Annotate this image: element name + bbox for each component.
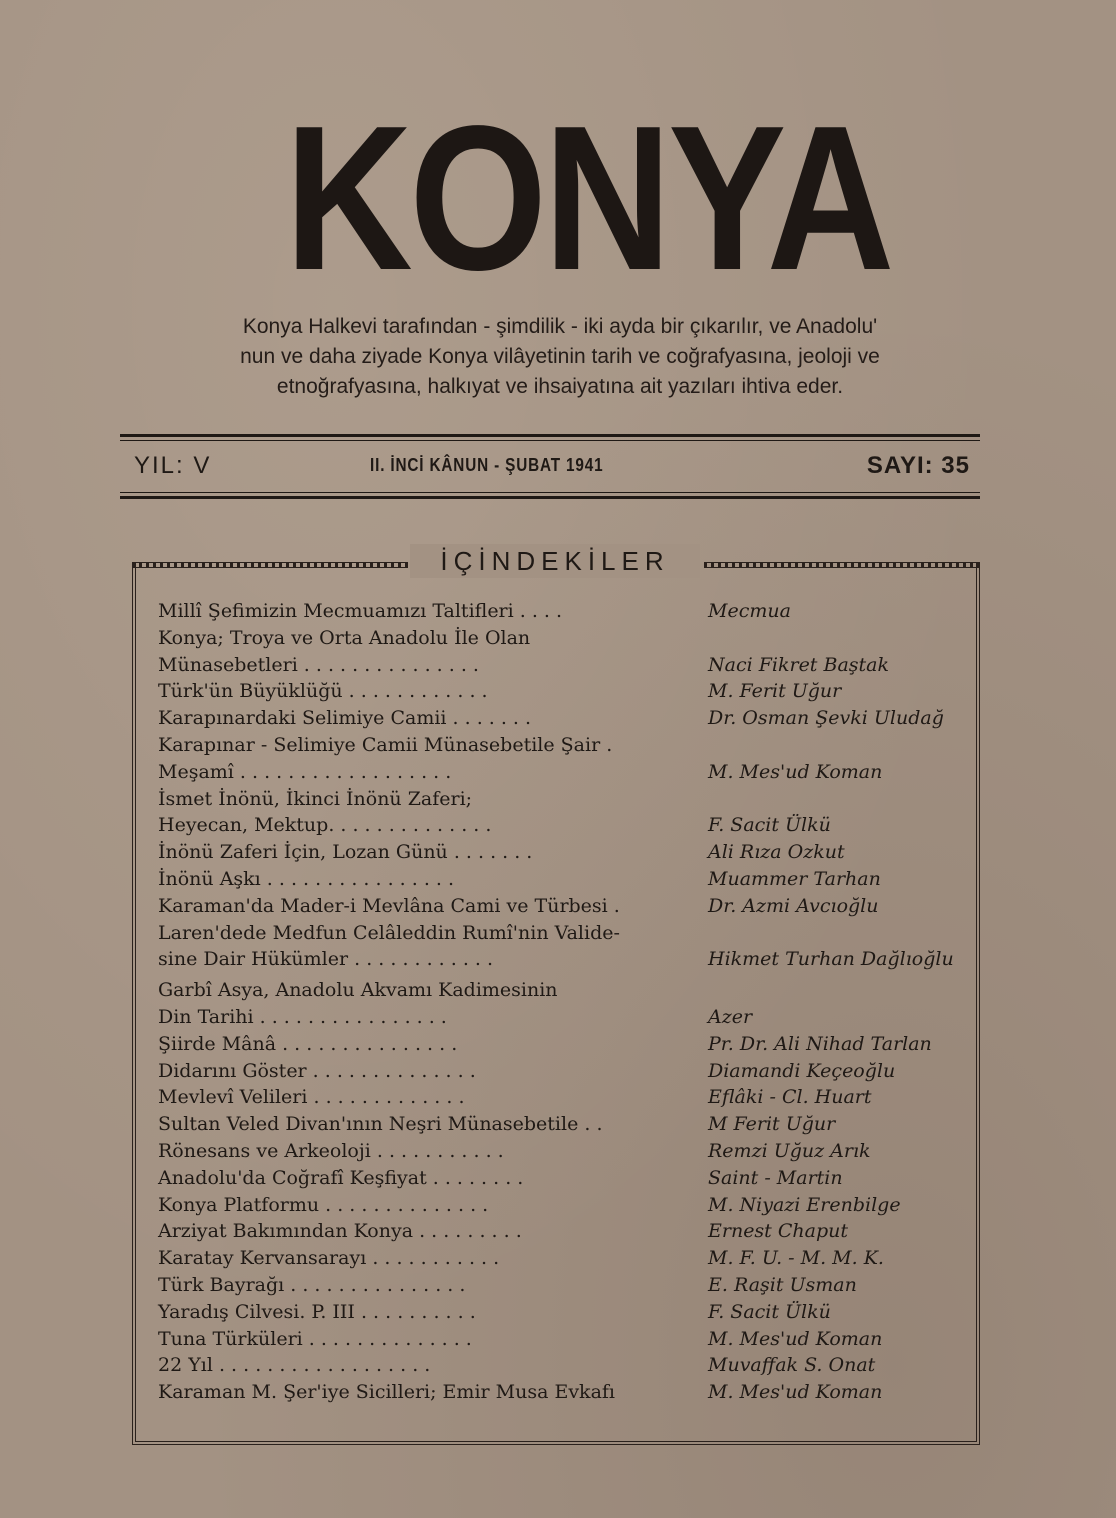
entry-author: M. F. U. - M. M. K. (708, 1247, 884, 1270)
entry-title: Rönesans ve Arkeoloji . . . . . . . . . . . (158, 1139, 504, 1162)
masthead-title: KONYA (284, 83, 892, 313)
entry-author: M. Niyazi Erenbilge (708, 1193, 901, 1216)
contents-entry (158, 732, 978, 759)
entry-author: Ernest Chaput (708, 1220, 848, 1243)
contents-entry (158, 1299, 978, 1326)
entry-title: Karapınardaki Selimiye Camii . . . . . . . (158, 707, 532, 730)
entry-author: Ali Rıza Ozkut (708, 841, 845, 864)
contents-entry (158, 1084, 978, 1111)
entry-title: Sultan Veled Divan'ının Neşri Münasebetile . . (158, 1113, 603, 1136)
entry-title: İsmet İnönü, İkinci İnönü Zaferi; (158, 787, 473, 810)
top-rule-thin (120, 440, 980, 441)
contents-entry (158, 1058, 978, 1085)
entry-author: Mecmua (708, 600, 791, 622)
entry-title: Türk'ün Büyüklüğü . . . . . . . . . . . . (158, 680, 488, 703)
entry-author: Muammer Tarhan (708, 867, 881, 890)
entry-title: İnönü Aşkı . . . . . . . . . . . . . . . . (158, 867, 455, 890)
contents-entry (158, 1245, 978, 1272)
contents-entry (158, 598, 978, 625)
contents-entry (158, 1111, 978, 1138)
entry-author: Naci Fikret Baştak (708, 653, 890, 676)
issue-info-row (134, 452, 974, 488)
contents-entry (158, 839, 978, 866)
contents-entry (158, 1379, 978, 1406)
contents-entry (158, 625, 978, 652)
frame-ornament-right (704, 562, 980, 568)
description-line: etnoğrafyasına, halkıyat ve ihsaiyatına ait yazıları ihtiva eder. (276, 375, 844, 398)
entry-author: M. Ferit Uğur (708, 680, 842, 703)
entry-title: Didarını Göster . . . . . . . . . . . . . . (158, 1059, 476, 1082)
entry-title: Mevlevî Velileri . . . . . . . . . . . . . (158, 1086, 465, 1109)
contents-entry (158, 1192, 978, 1219)
entry-title: Karaman M. Şer'iye Sicilleri; Emir Musa Evkafı (158, 1381, 616, 1404)
description-line: Konya Halkevi tarafından - şimdilik - iki ayda bir çıkarılır, ve Anadolu' (242, 315, 878, 338)
contents-entry (158, 678, 978, 705)
entry-author: Eflâki - Cl. Huart (708, 1086, 872, 1109)
entry-author: Dr. Azmi Avcıoğlu (708, 894, 879, 917)
entry-title: sine Dair Hükümler . . . . . . . . . . . . (158, 948, 494, 971)
entry-title: Din Tarihi . . . . . . . . . . . . . . . . (158, 1005, 447, 1028)
entry-title: Konya Platformu . . . . . . . . . . . . . . (158, 1193, 489, 1216)
entry-title: 22 Yıl . . . . . . . . . . . . . . . . . . (158, 1354, 431, 1377)
bottom-rule-thin (120, 492, 980, 493)
contents-entry (158, 946, 978, 973)
contents-entry (158, 1326, 978, 1353)
entry-title: Anadolu'da Coğrafî Keşfiyat . . . . . . . . (158, 1166, 524, 1189)
contents-entry (158, 1138, 978, 1165)
contents-entry (158, 652, 978, 679)
contents-entry (158, 893, 978, 920)
issue-year: YIL: V (134, 452, 212, 479)
entry-title: Münasebetleri . . . . . . . . . . . . . . . (158, 653, 479, 676)
entry-title: Türk Bayrağı . . . . . . . . . . . . . . . (158, 1273, 466, 1296)
contents-entry (158, 1218, 978, 1245)
entry-author: M Ferit Uğur (708, 1113, 836, 1136)
contents-entry (158, 866, 978, 893)
entry-title: Karatay Kervansarayı . . . . . . . . . . . (158, 1247, 500, 1270)
contents-entry (158, 1352, 978, 1379)
entry-title: Tuna Türküleri . . . . . . . . . . . . . . (158, 1327, 472, 1350)
entry-author: Pr. Dr. Ali Nihad Tarlan (708, 1032, 932, 1055)
entry-author: M. Mes'ud Koman (708, 760, 883, 783)
entry-author: Muvaffak S. Onat (708, 1354, 876, 1377)
entry-author: E. Raşit Usman (708, 1273, 857, 1296)
entry-author: Remzi Uğuz Arık (708, 1139, 871, 1162)
entry-title: Karapınar - Selimiye Camii Münasebetile Şair . (158, 733, 613, 756)
entry-title: Karaman'da Mader-i Mevlâna Cami ve Türbesi . (158, 894, 620, 917)
contents-entry (158, 786, 978, 813)
contents-entry (158, 977, 978, 1004)
entry-title: Laren'dede Medfun Celâleddin Rumî'nin Valide- (158, 921, 620, 944)
entry-author: F. Sacit Ülkü (708, 814, 831, 837)
description-line: nun ve daha ziyade Konya vilâyetinin tarih ve coğrafyasına, jeoloji ve (240, 345, 880, 368)
entry-title: Garbî Asya, Anadolu Akvamı Kadimesinin (158, 979, 558, 1002)
entry-author: Hikmet Turhan Dağlıoğlu (708, 948, 954, 971)
entry-title: Yaradış Cilvesi. P. III . . . . . . . . . . (158, 1300, 476, 1323)
entry-author: Diamandi Keçeoğlu (708, 1059, 896, 1082)
entry-title: Arziyat Bakımından Konya . . . . . . . . . (158, 1220, 522, 1243)
contents-entry (158, 1004, 978, 1031)
contents-entry (158, 759, 978, 786)
contents-entry (158, 1272, 978, 1299)
masthead-description (120, 312, 1000, 402)
entry-author: F. Sacit Ülkü (708, 1300, 831, 1323)
issue-number: SAYI: 35 (866, 452, 970, 479)
top-rule (120, 434, 980, 437)
entry-title: Meşamî . . . . . . . . . . . . . . . . . . (158, 760, 452, 783)
contents-list (158, 598, 978, 1406)
entry-title: Millî Şefimizin Mecmuamızı Taltifleri . . . . (158, 600, 563, 622)
contents-heading: İÇİNDEKİLER (410, 544, 700, 578)
entry-author: Saint - Martin (708, 1166, 843, 1189)
contents-entry (158, 812, 978, 839)
entry-author: M. Mes'ud Koman (708, 1381, 883, 1404)
frame-ornament-left (132, 562, 408, 568)
contents-entry (158, 1031, 978, 1058)
entry-author: M. Mes'ud Koman (708, 1327, 883, 1350)
contents-entry (158, 1165, 978, 1192)
entry-title: Konya; Troya ve Orta Anadolu İle Olan (158, 626, 531, 649)
entry-author: Azer (708, 1005, 753, 1028)
bottom-rule (120, 496, 980, 499)
entry-title: Heyecan, Mektup. . . . . . . . . . . . . . (158, 814, 492, 837)
issue-date: II. İNCİ KÂNUN - ŞUBAT 1941 (370, 455, 604, 475)
entry-author: Dr. Osman Şevki Uludağ (708, 707, 944, 730)
contents-entry (158, 920, 978, 947)
entry-title: Şiirde Mânâ . . . . . . . . . . . . . . . (158, 1032, 458, 1055)
entry-title: İnönü Zaferi İçin, Lozan Günü . . . . . . . (158, 841, 533, 864)
contents-entry (158, 705, 978, 732)
